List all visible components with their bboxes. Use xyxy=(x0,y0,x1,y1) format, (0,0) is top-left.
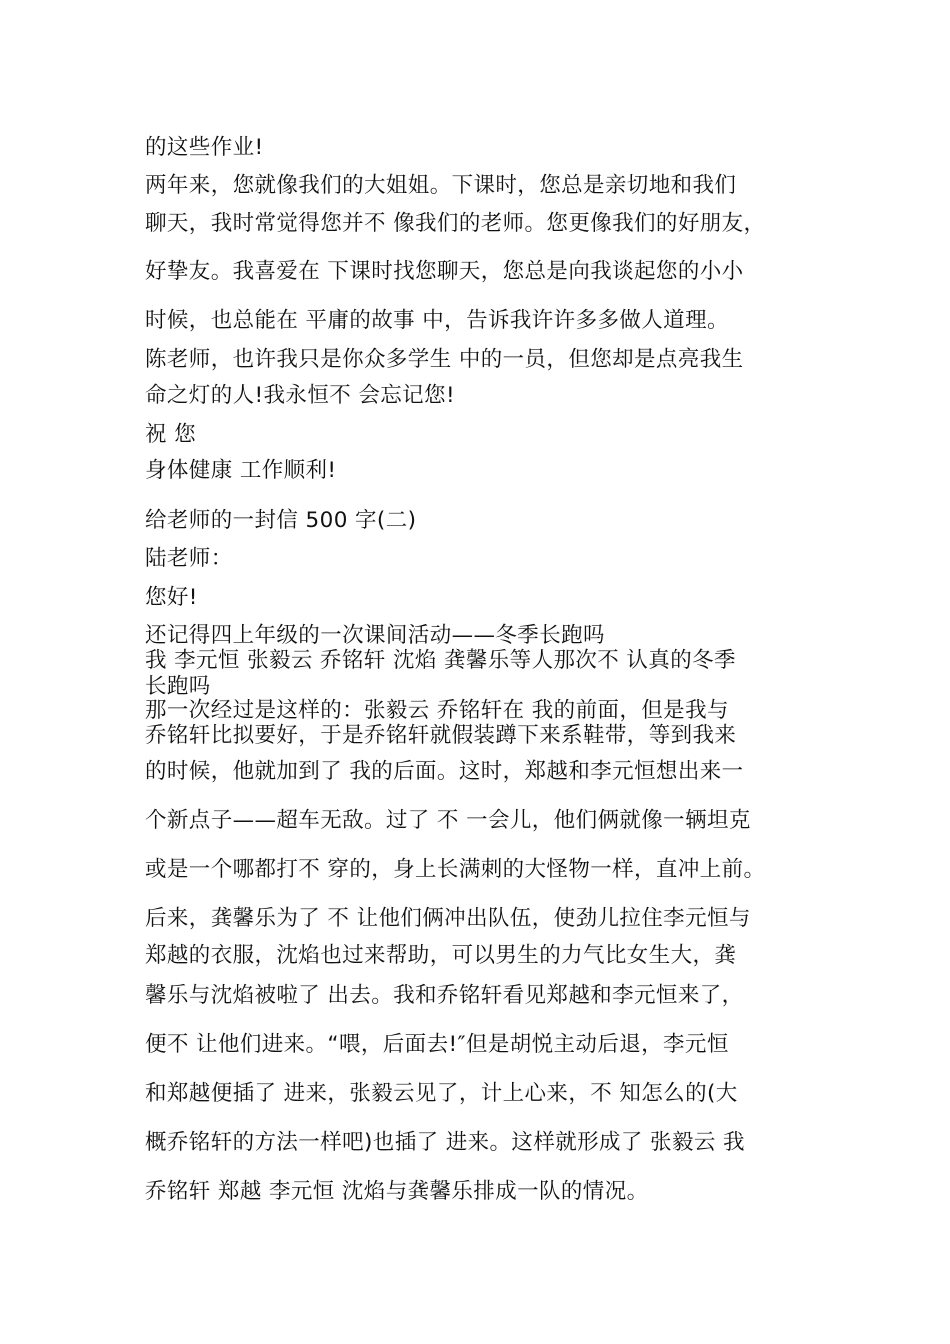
text-line: 聊天，我时常觉得您并不 像我们的老师。您更像我们的好朋友， xyxy=(145,211,766,236)
text-line: 我 李元恒 张毅云 乔铭轩 沈焰 龚馨乐等人那次不 认真的冬季 xyxy=(145,648,736,673)
text-line: 的时候，他就加到了 我的后面。这时，郑越和李元恒想出来一 xyxy=(145,759,744,784)
text-line: 便不 让他们进来。“喂，后面去!″但是胡悦主动后退，李元恒 xyxy=(145,1032,729,1057)
text-line: 个新点子——超车无敌。过了 不 一会儿，他们俩就像一辆坦克 xyxy=(145,808,751,833)
text-line: 那一次经过是这样的：张毅云 乔铭轩在 我的前面，但是我与 xyxy=(145,698,729,723)
text-line: 馨乐与沈焰被啦了 出去。我和乔铭轩看见郑越和李元恒来了， xyxy=(145,983,744,1008)
text-line: 乔铭轩比拟要好，于是乔铭轩就假装蹲下来系鞋带，等到我来 xyxy=(145,723,737,748)
text-line: 陈老师，也许我只是你众多学生 中的一员，但您却是点亮我生 xyxy=(145,347,744,372)
text-line: 乔铭轩 郑越 李元恒 沈焰与龚馨乐排成一队的情况。 xyxy=(145,1179,649,1204)
text-line: 好挚友。我喜爱在 下课时找您聊天，您总是向我谈起您的小小 xyxy=(145,259,744,284)
text-line: 身体健康 工作顺利! xyxy=(145,458,337,483)
text-line: 和郑越便插了 进来，张毅云见了，计上心来，不 知怎么的(大 xyxy=(145,1081,738,1106)
letter-heading: 给老师的一封信 500 字(二) xyxy=(145,508,417,533)
text-line: 命之灯的人!我永恒不 会忘记您! xyxy=(145,383,455,408)
text-line: 时候，也总能在 平庸的故事 中，告诉我许许多多做人道理。 xyxy=(145,308,729,333)
text-line: 的这些作业! xyxy=(145,135,264,160)
letter-salutation: 陆老师： xyxy=(145,546,233,571)
text-line: 长跑吗 xyxy=(145,674,211,699)
text-line: 还记得四上年级的一次课间活动——冬季长跑吗 xyxy=(145,623,605,648)
text-line: 后来，龚馨乐为了 不 让他们俩冲出队伍，使劲儿拉住李元恒与 xyxy=(145,906,751,931)
text-line: 概乔铭轩的方法一样吧)也插了 进来。这样就形成了 张毅云 我 xyxy=(145,1130,745,1155)
text-line: 您好! xyxy=(145,585,198,610)
text-line: 郑越的衣服，沈焰也过来帮助，可以男生的力气比女生大，龚 xyxy=(145,943,737,968)
text-line: 祝 您 xyxy=(145,422,197,447)
text-line: 或是一个哪都打不 穿的，身上长满刺的大怪物一样，直冲上前。 xyxy=(145,857,766,882)
text-line: 两年来，您就像我们的大姐姐。下课时，您总是亲切地和我们 xyxy=(145,173,737,198)
